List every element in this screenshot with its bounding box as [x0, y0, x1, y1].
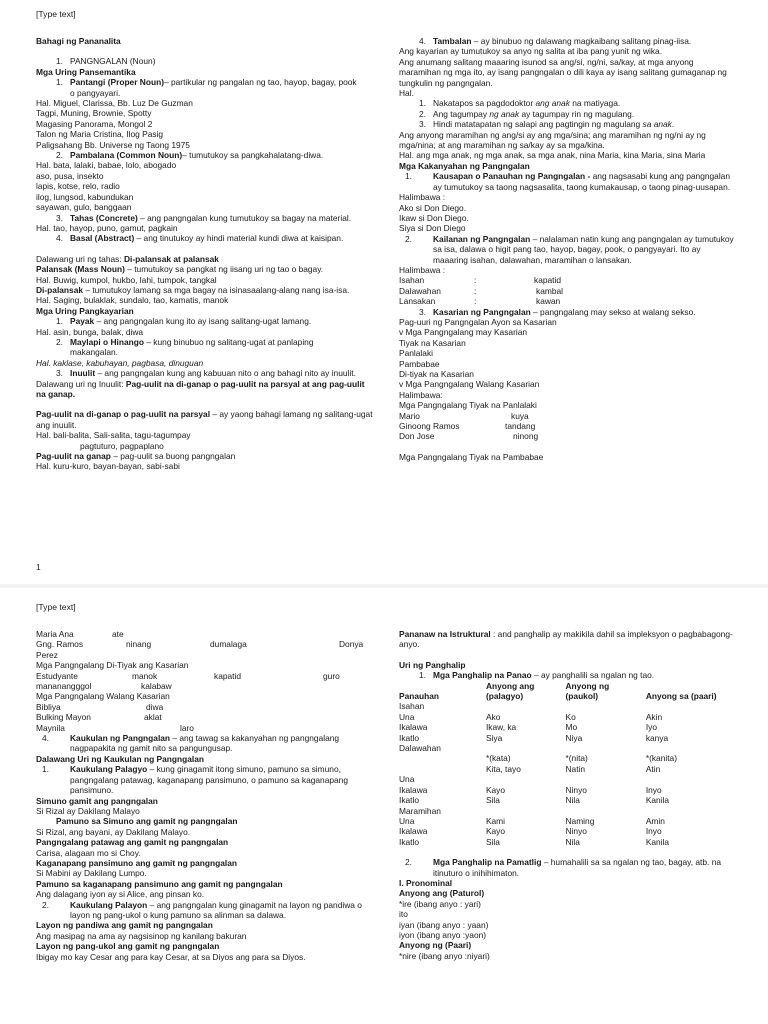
male-row: Ginoong Ramos tandang: [399, 421, 536, 432]
table-cell: [486, 701, 566, 711]
table-cell: Kami: [485, 815, 506, 826]
number-row: Isahan : kapatid: [399, 275, 562, 286]
kasarian-item: 3. Kasarian ng Pangngalan – pangngalang may sekso at walang sekso.: [419, 306, 696, 317]
table-row: [399, 785, 735, 795]
example-line: Hal. Buwig, kumpol, hukbo, lahi, tumpok, tangkal: [36, 274, 217, 285]
table-header-cell: (palagyo): [485, 691, 524, 702]
table-cell: [646, 806, 735, 816]
example-line: ilog, lungsod, kabundukan: [36, 191, 134, 202]
anyong-paragraph: Ang anyong maramihan ng ang/si ay ang mga/sina; ang maramihan ng ng/ni ay ng mga/nina; at ang maramihan ng sa/kay ay sa mga/kina.: [399, 129, 706, 151]
kayarian-paragraph: Ang kayarian ay tumutukoy sa anyo ng salita at iba pang yunit ng wika.: [399, 46, 663, 57]
paturol-heading: Anyong ang (Paturol): [399, 888, 485, 899]
number-row: Lansakan : kawan: [399, 296, 561, 307]
example-line: Ikaw si Don Diego.: [399, 212, 469, 223]
table-cell: [399, 753, 486, 763]
document-page-2: [0, 586, 768, 1024]
example-line: Si Mabini ay Dakilang Lumpo.: [36, 868, 147, 879]
example-line: Hal. Saging, bulaklak, sundalo, tao, kamatis, manok: [36, 295, 229, 306]
uri-heading: Uri ng Panghalip: [399, 659, 466, 670]
table-cell: Ninyo: [565, 784, 587, 795]
table-cell: Mo: [565, 722, 578, 733]
text-line: Pambabae: [399, 358, 440, 369]
text-line: Panlalaki: [399, 348, 433, 359]
table-cell: [399, 764, 486, 774]
table-cell: Inyo: [645, 784, 662, 795]
table-row: [399, 816, 735, 826]
table-cell: Ikatlo: [399, 836, 420, 847]
table-cell: Niya: [565, 732, 583, 743]
dipalansak-item: Di-palansak – tumutukoy lamang sa mga bagay na isinasaalang-alang nang isa-isa.: [36, 284, 350, 295]
palayon-item: 2. Kaukulang Palayon – ang pangngalan kung ginagamit na layon ng pandiwa o layon ng pang-ukol o kung pamuno sa alinman sa dalawa.: [42, 899, 362, 920]
table-cell: Sila: [485, 795, 500, 806]
tahas-types: Dalawang uri ng tahas: Di-palansak at palansak: [36, 253, 219, 264]
table-cell: [486, 774, 566, 784]
example-line: Hal. Miguel, Clarissa, Bb. Luz De Guzman: [36, 98, 193, 109]
table-row: [399, 722, 735, 732]
table-row: [399, 701, 735, 711]
table-cell: [566, 743, 646, 753]
table-header-row: [399, 691, 735, 701]
text-line: v Mga Pangngalang may Kasarian: [399, 327, 528, 338]
anumang-paragraph: Ang anumang salitang maaaring isunod sa ang/si, ng/ni, sa/kay, at mga anyong maramihan ng mga ito, ay isang pangngalan o dili kaya ay isang salitang gumaganap ng tungkulin ng pangngalan.: [399, 56, 727, 88]
table-cell: [566, 701, 646, 711]
noun-heading: 1. PANGNGALAN (Noun): [56, 56, 156, 67]
panao-item: 1. Mga Panghalip na Panao – ay panghalili sa ngalan ng tao.: [419, 670, 655, 681]
example-item: 2. Ang tagumpay ng anak ay tagumpay rin ng magulang.: [419, 108, 635, 119]
table-header-cell: Anyong ang: [485, 680, 535, 691]
left-column: [36, 629, 370, 962]
subheading: Pamuno sa kaganapang pansimuno ang gamit ng pangngalan: [36, 878, 283, 889]
paari-heading: Anyong ng (Paari): [399, 940, 472, 951]
table-row: [399, 733, 735, 743]
table-cell: [646, 701, 735, 711]
table-cell: Nila: [565, 795, 580, 806]
table-cell: Natin: [565, 763, 586, 774]
example-line: Tagpi, Muning, Brownie, Spotty: [36, 108, 152, 119]
pantangi-item: 1. Pantangi (Proper Noun)– partikular ng pangalan ng tao, hayop, bagay, pook: [56, 77, 357, 88]
example-line: Hal. ang mga anak, ng mga anak, sa mga anak, nina Maria, kina Maria, sina Maria: [399, 150, 706, 161]
table-cell: Kayo: [485, 826, 506, 837]
kausapan-item: 1. Kausapan o Panauhan ng Pangngalan - ang nagsasabi kung ang pangngalan ay tumutukoy sa taong nagsasalita, taong kumakausap, o taong pinag-uusapan.: [405, 171, 731, 192]
table-cell: Amin: [645, 815, 665, 826]
table-cell: Atin: [645, 763, 661, 774]
example-line: Ibigay mo kay Cesar ang para kay Cesar, at sa Diyos ang para sa Diyos.: [36, 951, 306, 962]
number-row: Dalawahan : kambal: [399, 285, 563, 296]
table-cell: Dalawahan: [399, 743, 441, 754]
example-line: Ang masipag na ama ay nagsisinop ng kanilang bakuran: [36, 930, 247, 941]
table-cell: [646, 743, 735, 753]
female-row: Gng. Ramos ninang dumalaga Donya: [36, 639, 364, 650]
table-cell: Sila: [485, 836, 500, 847]
female-row: Maria Ana ate: [36, 629, 124, 639]
palansak-item: Palansak (Mass Noun) – tumutukoy sa pangkat ng iisang uri ng tao o bagay.: [36, 264, 324, 275]
right-column: [399, 629, 735, 961]
text-line: *nire (ibang anyo :niyari): [399, 950, 490, 961]
table-row: [399, 743, 735, 753]
table-cell: Naming: [565, 815, 595, 826]
pantangi-def-cont: o pangyayari.: [70, 87, 121, 98]
male-row: Don Jose ninong: [399, 431, 539, 442]
tambalan-item: 4. Tambalan – ay binubuo ng dalawang magkaibang salitang pinag-iisa.: [419, 36, 692, 46]
hal-label: Hal.: [399, 88, 414, 99]
table-row: [399, 753, 735, 763]
table-cell: [566, 806, 646, 816]
example-line: Paligsahang Bb. Universe ng Taong 1975: [36, 139, 190, 150]
table-row: [399, 774, 735, 784]
table-cell: Kanila: [645, 795, 670, 806]
example-line: Si Rizal ay Dakilang Malayo: [36, 805, 140, 816]
walang-row: Bulking Mayon aklat: [36, 712, 162, 723]
table-cell: *(kata): [485, 753, 511, 764]
table-header-row: [399, 681, 735, 691]
table-cell: [486, 743, 566, 753]
basal-item: 4. Basal (Abstract) – ang tinutukoy ay hindi material kundi diwa at kaisipan.: [56, 233, 344, 244]
table-cell: Una: [399, 815, 415, 826]
inuulit-types: Dalawang uri ng Inuulit: Pag-uulit na di-ganap o pag-uulit na parsyal at ang pag-uulit na ganap.: [36, 378, 365, 399]
page-header: [Type text]: [36, 602, 76, 612]
halimbawa-label: Halimbawa :: [399, 192, 446, 203]
ditiyak-row: mananangggol kalabaw: [36, 681, 172, 692]
tahas-item: 3. Tahas (Concrete) – ang pangngalan kung tumutukoy sa bagay na material.: [56, 212, 352, 223]
table-cell: [486, 806, 566, 816]
table-header-cell: [646, 681, 735, 691]
example-line: Magasing Panorama, Mongol 2: [36, 118, 153, 129]
ditiyak-row: Estudyante manok kapatid guro: [36, 670, 340, 681]
example-line: Si Rizal, ang bayani, ay Dakilang Malayo.: [36, 826, 191, 837]
table-cell: Ikatlo: [399, 732, 420, 743]
kakanyahan-heading: Mga Kakanyahan ng Pangngalan: [399, 160, 530, 171]
ganap-item: Pag-uulit na ganap – pag-uulit sa buong pangngalan: [36, 451, 236, 462]
example-line: Hal. bata, lalaki, babae, lolo, abogado: [36, 160, 177, 171]
left-column: [36, 36, 374, 472]
table-row: [399, 806, 735, 816]
maylapi-def-cont: makangalan.: [70, 347, 118, 358]
table-cell: Siya: [485, 732, 503, 743]
inuulit-item: 3. Inuulit – ang pangngalan kung ang kabuuan nito o ang bahagi nito ay inuulit.: [56, 368, 356, 379]
example-line: Hal. asin, bunga, balak, diwa: [36, 326, 144, 337]
example-line: Ako si Don Diego.: [399, 202, 467, 213]
table-cell: Ikalawa: [399, 722, 428, 733]
table-cell: Kita, tayo: [485, 763, 521, 774]
pangkayarian-heading: Mga Uring Pangkayarian: [36, 305, 134, 316]
text-line: iyon (ibang anyo :yaon): [399, 929, 487, 940]
text-line: *ire (ibang anyo : yari): [399, 898, 481, 909]
table-cell: Isahan: [399, 701, 425, 712]
table-row: [399, 826, 735, 836]
text-line: Tiyak na Kasarian: [399, 337, 466, 348]
subheading: Layon ng pang-ukol ang gamit ng pangngalan: [36, 941, 220, 952]
semantic-types-heading: Mga Uring Pansemantika: [36, 66, 136, 77]
table-cell: Una: [399, 774, 415, 785]
table-cell: Ikalawa: [399, 826, 428, 837]
payak-item: 1. Payak – ang pangngalan kung ito ay isang salitang-ugat lamang.: [56, 316, 312, 327]
table-cell: Ako: [485, 711, 501, 722]
male-row: Mario kuya: [399, 410, 529, 421]
halimbawa-label: Halimbawa:: [399, 389, 443, 400]
page-header: [Type text]: [36, 9, 76, 19]
text-line: Mga Pangngalang Tiyak na Panlalaki: [399, 400, 537, 411]
example-line: sayawan, gulo, banggaan: [36, 202, 132, 213]
table-cell: Iyo: [645, 722, 657, 733]
table-cell: Inyo: [645, 826, 662, 837]
section-title: Bahagi ng Pananalita: [36, 36, 121, 46]
example-line: Ang dalagang iyon ay si Alice, ang pinsan ko.: [36, 889, 205, 900]
example-line: Carisa, alagaan mo si Choy.: [36, 847, 141, 858]
example-line: Hal. tao, hayop, puno, gamut, pagkain: [36, 222, 178, 233]
text-line: Mga Pangngalang Walang Kasarian: [36, 691, 170, 702]
table-cell: Ko: [565, 711, 576, 722]
kailanan-item: 2. Kailanan ng Pangngalan – nalalaman natin kung ang pangngalan ay tumutukoy sa isa, dalawa o higit pang tao, hayop, bagay, pook, o pangyayari. Ito ay maaaring isahan, dalawahan, maramihan o lansakan.: [405, 233, 734, 265]
table-cell: Maramihan: [399, 805, 441, 816]
text-line: ito: [399, 909, 408, 920]
table-cell: Kanila: [645, 836, 670, 847]
number-table: [399, 275, 735, 306]
table-header-cell: Panauhan: [399, 691, 440, 702]
table-cell: [646, 774, 735, 784]
subheading: Layon ng pandiwa ang gamit ng pangngalan: [36, 920, 213, 931]
parsyal-item: Pag-uulit na di-ganap o pag-uulit na parsyal – ay yaong bahagi lamang ng salitang-ugat ang inuulit.: [36, 409, 373, 430]
table-row: [399, 764, 735, 774]
halimbawa-label: Halimbawa :: [399, 264, 446, 275]
table-cell: Kayo: [485, 784, 506, 795]
panao-table: [399, 681, 735, 848]
table-cell: *(kanita): [645, 753, 677, 764]
table-cell: Nila: [565, 836, 580, 847]
palagyo-item: 1. Kaukulang Palagyo – kung ginagamit itong simuno, pamuno sa simuno, pangngalang patawag, kaganapang pansimuno, o pamuno sa kaganapang pansimuno.: [42, 764, 348, 796]
example-line: Hal. kuru-kuro, bayan-bayan, sabi-sabi: [36, 461, 180, 472]
text-line: v Mga Pangngalang Walang Kasarian: [399, 379, 540, 390]
table-header-cell: [399, 681, 486, 691]
example-item: 1. Nakatapos sa pagdodoktor ang anak na matiyaga.: [419, 98, 621, 109]
dalawang-heading: Dalawang Uri ng Kaukulan ng Pangngalan: [36, 753, 204, 764]
page-number: 1: [36, 562, 41, 572]
table-cell: Ikaw, ka: [485, 722, 517, 733]
table-cell: kanya: [645, 732, 669, 743]
kaukulan-item: 4. Kaukulan ng Pangngalan – ang tawag sa kakanyahan ng pangngalang nagpapakita ng gamit nito sa pangungusap.: [42, 733, 340, 754]
table-cell: Ikalawa: [399, 784, 428, 795]
text-line: Pag-uuri ng Pangngalan Ayon sa Kasarian: [399, 316, 557, 327]
table-cell: Una: [399, 711, 415, 722]
table-header-cell: Anyong sa (paari): [645, 691, 717, 702]
table-cell: [566, 774, 646, 784]
pronominal-heading: I. Pronominal: [399, 877, 453, 888]
pananaw-paragraph: Pananaw na Istruktural : and panghalip ay makikila dahil sa impleksyon o pagbabagong- anyo.: [399, 629, 733, 650]
example-item: 3. Hindi matatapatan ng salapi ang pagtingin ng magulang sa anak.: [419, 119, 675, 130]
text-line: Perez: [36, 649, 58, 660]
table-header-cell: Anyong ng: [565, 680, 610, 691]
subheading: Pamuno sa Simuno ang gamit ng pangngalan: [56, 816, 238, 827]
walang-row: Maynila laro: [36, 722, 194, 733]
example-line: Siya si Don Diego: [399, 223, 466, 234]
table-cell: Ikatlo: [399, 795, 420, 806]
subheading: Kaganapang pansimuno ang gamit ng pangngalan: [36, 857, 238, 868]
subheading: Pangngalang patawag ang gamit ng pangngalan: [36, 837, 229, 848]
example-line: lapis, kotse, relo, radio: [36, 181, 120, 192]
text-line: Mga Pangngalang Di-Tiyak ang Kasarian: [36, 660, 189, 671]
table-row: [399, 837, 735, 847]
example-line: Hal. kaklase, kabuhayan, pagbasa, dinuguan: [36, 357, 204, 368]
text-line: Mga Pangngalang Tiyak na Pambabae: [399, 451, 544, 462]
table-row: [399, 712, 735, 722]
subheading: Simuno gamit ang pangngalan: [36, 795, 158, 806]
right-column: [399, 36, 735, 462]
pamatlig-item: 2. Mga Panghalip na Pamatlig – humahalili sa sa ngalan ng tao, bagay, atb. na itinuturo o inihihimaton.: [405, 857, 722, 878]
maylapi-item: 2. Maylapi o Hinango – kung binubuo ng salitang-ugat at panlaping: [56, 336, 314, 347]
table-cell: Ninyo: [565, 826, 587, 837]
walang-row: Bibliya diwa: [36, 701, 164, 712]
table-header-cell: (paukol): [565, 691, 599, 702]
table-cell: *(nita): [565, 753, 588, 764]
table-row: [399, 795, 735, 805]
example-line: Hal. bali-balita, Sali-salita, tagu-tagumpay: [36, 430, 191, 441]
pambalana-item: 2. Pambalana (Common Noun)– tumutukoy sa pangkahalatang-diwa.: [56, 150, 324, 161]
example-line: aso, pusa, insekto: [36, 170, 104, 181]
example-line: pagtuturo, pagpaplano: [80, 440, 164, 451]
example-line: Talon ng Maria Cristina, Ilog Pasig: [36, 129, 164, 140]
text-line: Di-tiyak na Kasarian: [399, 369, 474, 379]
table-cell: Akin: [645, 711, 663, 722]
text-line: iyan (ibang anyo : yaan): [399, 919, 489, 930]
